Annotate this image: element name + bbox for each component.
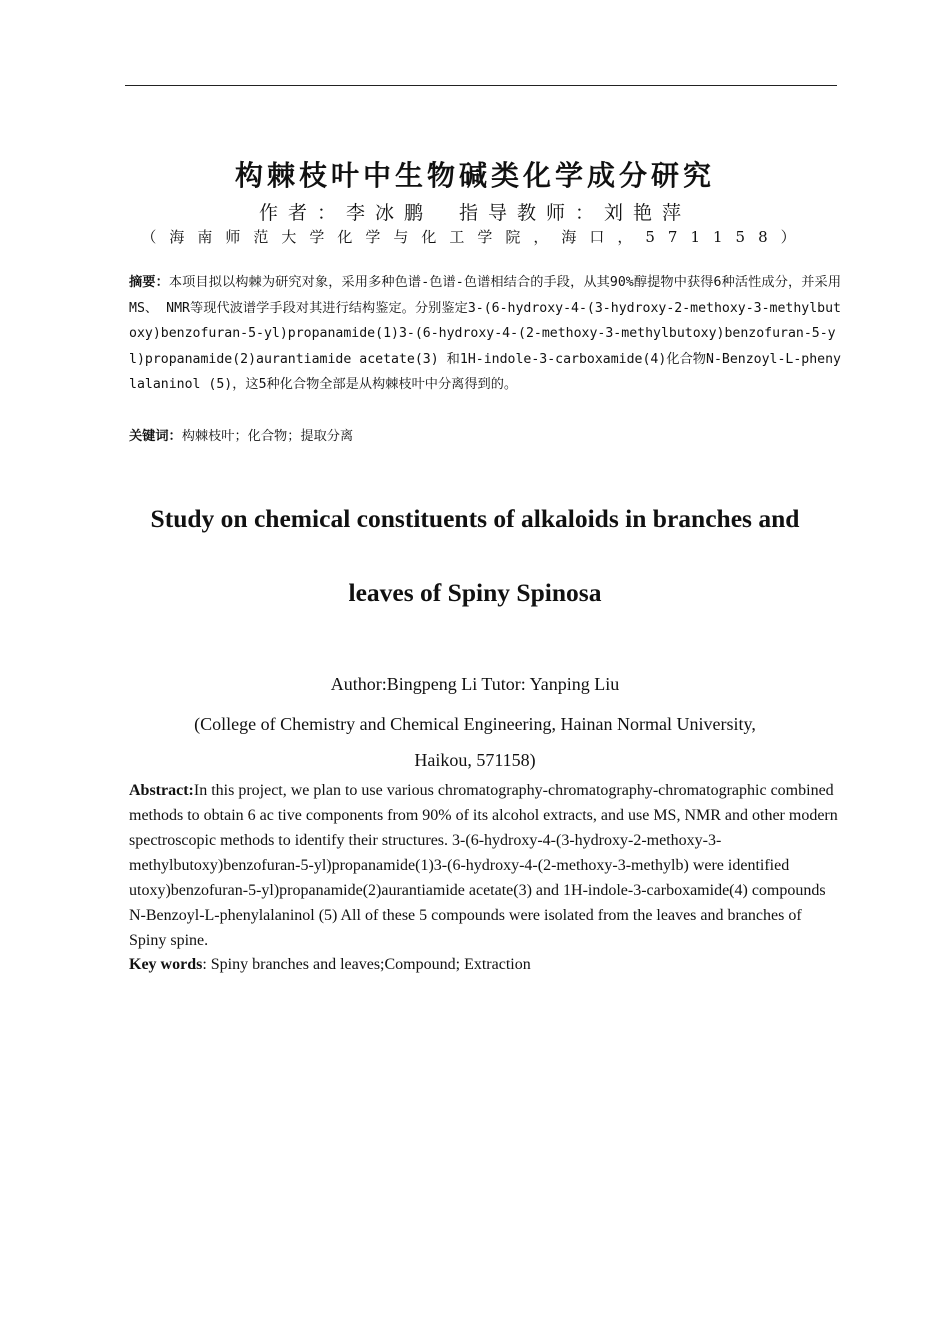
english-affiliation-line-1: (College of Chemistry and Chemical Engineering, Hainan Normal University,	[194, 714, 756, 734]
header-rule	[125, 85, 837, 86]
chinese-keywords-text: 构棘枝叶；化合物；提取分离	[181, 429, 354, 444]
english-title	[0, 482, 950, 630]
english-abstract	[129, 778, 839, 953]
english-author-line: Author:Bingpeng Li Tutor: Yanping Liu	[330, 674, 620, 694]
tutor-label: 指导教师：	[459, 202, 605, 224]
chinese-abstract	[129, 270, 841, 398]
author-name: 李冰鹏	[345, 202, 433, 224]
english-keywords-text: : Spiny branches and leaves;Compound; Extraction	[202, 956, 531, 973]
english-affiliation-line-2: Haikou, 571158)	[414, 750, 536, 770]
chinese-abstract-label: 摘要：	[129, 275, 169, 290]
english-affiliation	[0, 706, 950, 778]
chinese-keywords-label: 关键词：	[129, 429, 182, 444]
english-keywords-label: Key words	[129, 956, 203, 973]
chinese-affiliation: （海南师范大学化学与化工学院，海口，571158）	[141, 228, 809, 246]
english-title-line-2: leaves of Spiny Spinosa	[348, 578, 602, 607]
chinese-abstract-text: 本项目拟以构棘为研究对象，采用多种色谱-色谱-色谱相结合的手段，从其90%醇提物中获得6种活性成分，并采用 MS、 NMR等现代波谱学手段对其进行结构鉴定。分别鉴定3-(6-hydroxy-4-(3-hydroxy-2-methoxy-3-methylbutoxy)benzofuran-5-yl)propanamide(1)3-(6-hydroxy-4-(2-methoxy-3-methylbutoxy)benzofuran-5-yl)propanamide(2)aurantiamide acetate(3) 和1H-indole-3-carboxamide(4)化合物N-Benzoyl-L-phenylalaninol (5)，这5种化合物全部是从构棘枝叶中分离得到的。	[129, 275, 842, 392]
english-title-line-1: Study on chemical constituents of alkaloids in branches and	[150, 504, 800, 533]
chinese-author-line	[0, 198, 950, 225]
english-keywords	[129, 952, 839, 977]
author-label: 作者：	[258, 202, 346, 224]
chinese-title: 构棘枝叶中生物碱类化学成分研究	[234, 159, 715, 192]
chinese-keywords	[129, 426, 841, 448]
english-abstract-text: In this project, we plan to use various chromatography-chromatography-chromatographic combined methods to obtain 6 ac tive components from 90% of its alcohol extracts, and use MS, NMR and other modern spectroscopic methods to identify their structures. 3-(6-hydroxy-4-(3-hydroxy-2-methoxy-3-methylbutoxy)benzofuran-5-yl)propanamide(1)3-(6-hydroxy-4-(2-methoxy-3-methylb) were identified utoxy)benzofuran-5-yl)propanamide(2)aurantiamide acetate(3) and 1H-indole-3-carboxamide(4) compounds N-Benzoyl-L-phenylalaninol (5) All of these 5 compounds were isolated from the leaves and branches of Spiny spine.	[129, 782, 838, 949]
english-abstract-label: Abstract:	[129, 782, 194, 799]
tutor-name: 刘艳萍	[604, 202, 692, 224]
